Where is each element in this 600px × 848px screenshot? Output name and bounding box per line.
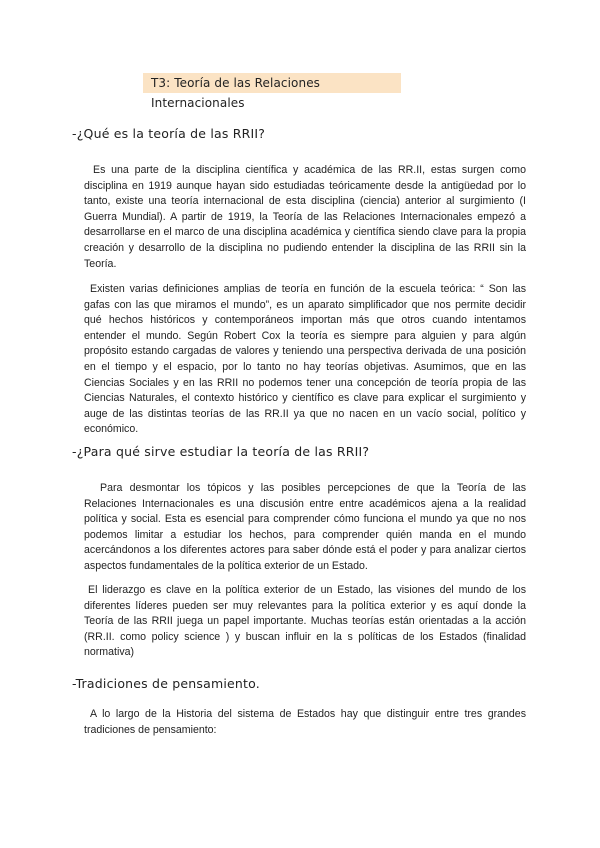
document-title: T3: Teoría de las Relaciones Internacionales: [143, 73, 401, 93]
section-heading-para-que: -¿Para qué sirve estudiar la teoría de las RRII?: [72, 444, 370, 459]
section-heading-tradiciones: -Tradiciones de pensamiento.: [72, 676, 260, 691]
paragraph-definiciones-teoria: Existen varias definiciones amplias de teoría en función de la escuela teórica: “ Son las gafas con las que miramos el mundo”, es un aparato simplificador que nos permite decidir qué hechos históricos y contemporáneos importan más que otros cuando intentamos entender el mundo. Según Robert Cox la teoría es siempre para alguien y para algún propósito estando cargadas de valores y teniendo una perspectiva derivada de una posición en el tiempo y el espacio, por lo tanto no hay teorías objetivas. Asumimos, que en las Ciencias Sociales y en las RRII no podemos tener una concepción de teoría propia de las Ciencias Naturales, el contexto histórico y científico es clave para explicar el surgimiento y auge de las distintas teorías de las RR.II ya que no nacen en un vacío social, político y económico.: [84, 283, 526, 436]
paragraph-liderazgo: El liderazgo es clave en la política exterior de un Estado, las visiones del mundo de los diferentes líderes pueden ser muy relevantes para la política exterior y es aquí donde la Teoría de las RRII juega un papel importante. Muchas teorías están orientadas a la acción (RR.II. como policy science ) y buscan influir en la s políticas de los Estados (finalidad normativa): [84, 584, 526, 659]
paragraph-definicion: Es una parte de la disciplina científica y académica de las RR.II, estas surgen como disciplina en 1919 aunque hayan sido estudiadas teóricamente desde la antigüedad por lo tanto, existe una teoría internacional de esta disciplina (ciencia) anterior al surgimiento (I Guerra Mundial). A partir de 1919, la Teoría de las Relaciones Internacionales empezó a desarrollarse en el marco de una disciplina académica y científica siendo clave para la propia creación y desarrollo de la disciplina no pudiendo entender la disciplina de las RRII sin la Teoría.: [84, 164, 526, 270]
section-heading-que-es: -¿Qué es la teoría de las RRII?: [72, 126, 266, 141]
paragraph-desmontar-topicos: Para desmontar los tópicos y las posibles percepciones de que la Teoría de las Relaciones Internacionales es una discusión entre entre académicos ajena a la realidad política y social. Esta es esencial para comprender cómo funciona el mundo ya que no nos podemos limitar a estudiar los hechos, para comprender quién manda en el mundo acercándonos a los diferentes actores para saber dónde está el poder y para analizar ciertos aspectos fundamentales de la política exterior de un Estado.: [84, 482, 526, 572]
paragraph-tradiciones: A lo largo de la Historia del sistema de Estados hay que distinguir entre tres grandes tradiciones de pensamiento:: [84, 708, 526, 736]
